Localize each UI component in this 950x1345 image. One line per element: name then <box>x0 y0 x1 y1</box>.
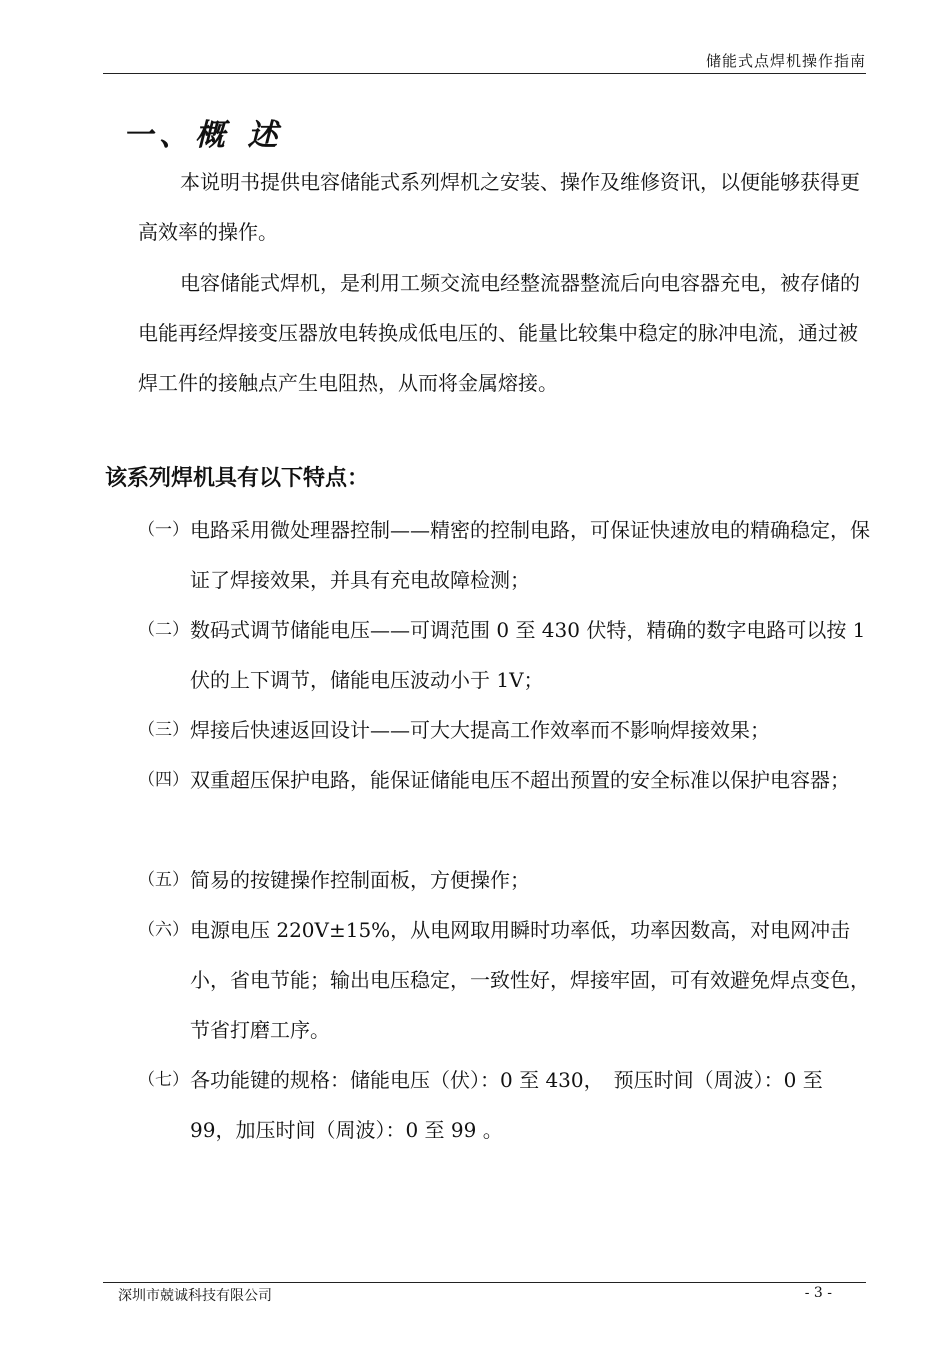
page-number: - 3 - <box>804 1285 832 1301</box>
feature-text: 各功能键的规格：储能电压（伏）：0 至 430， 预压时间（周波）：0 至 99，加压时间（周波）：0 至 99 。 <box>190 1068 823 1142</box>
intro-paragraph-2 <box>138 258 871 408</box>
feature-number: （三） <box>138 720 189 740</box>
feature-item-7 <box>138 1055 871 1155</box>
feature-number: （七） <box>138 1070 189 1090</box>
feature-number: （一） <box>138 520 189 540</box>
feature-item-1 <box>138 505 871 605</box>
intro-paragraph-1-text: 本说明书提供电容储能式系列焊机之安装、操作及维修资讯，以便能够获得更高效率的操作。 <box>138 170 860 244</box>
header-divider <box>103 73 866 74</box>
section-title: 一、概 述 <box>123 118 284 153</box>
footer-divider <box>103 1282 866 1283</box>
feature-text: 数码式调节储能电压——可调范围 0 至 430 伏特，精确的数字电路可以按 1 伏的上下调节，储能电压波动小于 1V； <box>190 618 866 692</box>
feature-item-6 <box>138 905 871 1055</box>
feature-item-4 <box>138 755 871 805</box>
feature-text: 焊接后快速返回设计——可大大提高工作效率而不影响焊接效果； <box>190 718 770 742</box>
feature-number: （六） <box>138 920 189 940</box>
intro-paragraph-1 <box>138 157 871 257</box>
feature-text: 双重超压保护电路，能保证储能电压不超出预置的安全标准以保护电容器； <box>190 768 850 792</box>
header-title: 储能式点焊机操作指南 <box>705 52 866 70</box>
feature-text: 电路采用微处理器控制——精密的控制电路，可保证快速放电的精确稳定，保证了焊接效果，并具有充电故障检测； <box>190 518 870 592</box>
feature-number: （四） <box>138 770 189 790</box>
feature-item-2 <box>138 605 871 705</box>
feature-number: （五） <box>138 870 189 890</box>
feature-text: 简易的按键操作控制面板，方便操作； <box>190 868 530 892</box>
footer-company: 深圳市兢诚科技有限公司 <box>118 1288 272 1304</box>
features-title: 该系列焊机具有以下特点： <box>105 466 370 491</box>
feature-item-3 <box>138 705 871 755</box>
intro-paragraph-2-text: 电容储能式焊机，是利用工频交流电经整流器整流后向电容器充电，被存储的电能再经焊接变压器放电转换成低电压的、能量比较集中稳定的脉冲电流，通过被焊工件的接触点产生电阻热，从而将金属熔接。 <box>138 271 860 395</box>
feature-number: （二） <box>138 620 189 640</box>
feature-text: 电源电压 220V±15%，从电网取用瞬时功率低，功率因数高，对电网冲击小，省电节能；输出电压稳定，一致性好，焊接牢固，可有效避免焊点变色，节省打磨工序。 <box>190 918 870 1042</box>
feature-item-5 <box>138 855 871 905</box>
